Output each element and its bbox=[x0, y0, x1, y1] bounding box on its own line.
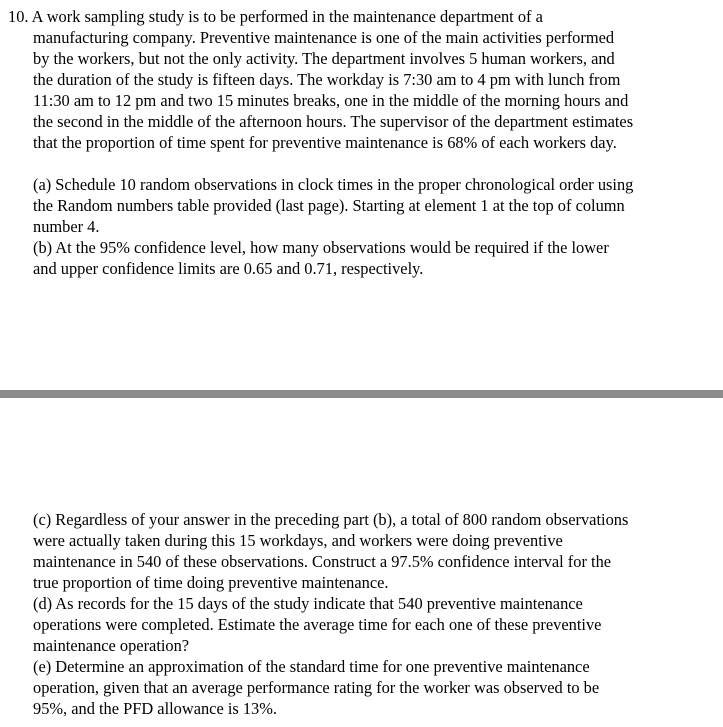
part-d-line: maintenance operation? bbox=[33, 636, 190, 655]
part-e-line: 95%, and the PFD allowance is 13%. bbox=[33, 699, 277, 718]
part-a-line: the Random numbers table provided (last page). Starting at element 1 at the top of column bbox=[33, 196, 625, 215]
part-b-line: (b) At the 95% confidence level, how many observations would be required if the lower bbox=[33, 238, 609, 257]
page-divider bbox=[0, 390, 723, 398]
question-parts-a-b bbox=[33, 174, 693, 279]
part-c-line: true proportion of time doing preventive maintenance. bbox=[33, 573, 389, 592]
part-d-line: operations were completed. Estimate the average time for each one of these preventive bbox=[33, 615, 602, 634]
intro-line: the duration of the study is fifteen days. The workday is 7:30 am to 4 pm with lunch from bbox=[33, 70, 621, 89]
intro-line: by the workers, but not the only activity. The department involves 5 human workers, and bbox=[33, 49, 615, 68]
intro-line: that the proportion of time spent for preventive maintenance is 68% of each workers day. bbox=[33, 133, 617, 152]
part-b-line: and upper confidence limits are 0.65 and 0.71, respectively. bbox=[33, 259, 424, 278]
part-c-line: (c) Regardless of your answer in the preceding part (b), a total of 800 random observations bbox=[33, 510, 629, 529]
intro-line: the second in the middle of the afternoon hours. The supervisor of the department estimates bbox=[33, 112, 634, 131]
question-parts-c-d-e bbox=[33, 509, 693, 719]
intro-line: manufacturing company. Preventive maintenance is one of the main activities performed bbox=[33, 28, 615, 47]
intro-line: 11:30 am to 12 pm and two 15 minutes breaks, one in the middle of the morning hours and bbox=[33, 91, 629, 110]
part-d-line: (d) As records for the 15 days of the study indicate that 540 preventive maintenance bbox=[33, 594, 583, 613]
part-e-line: (e) Determine an approximation of the standard time for one preventive maintenance bbox=[33, 657, 590, 676]
question-intro bbox=[8, 6, 698, 153]
part-e-line: operation, given that an average performance rating for the worker was observed to be bbox=[33, 678, 600, 697]
part-a-line: (a) Schedule 10 random observations in clock times in the proper chronological order using bbox=[33, 175, 634, 194]
part-a-line: number 4. bbox=[33, 217, 100, 236]
intro-line: 10. A work sampling study is to be performed in the maintenance department of a bbox=[8, 7, 543, 26]
part-c-line: were actually taken during this 15 workdays, and workers were doing preventive bbox=[33, 531, 563, 550]
part-c-line: maintenance in 540 of these observations. Construct a 97.5% confidence interval for the bbox=[33, 552, 612, 571]
